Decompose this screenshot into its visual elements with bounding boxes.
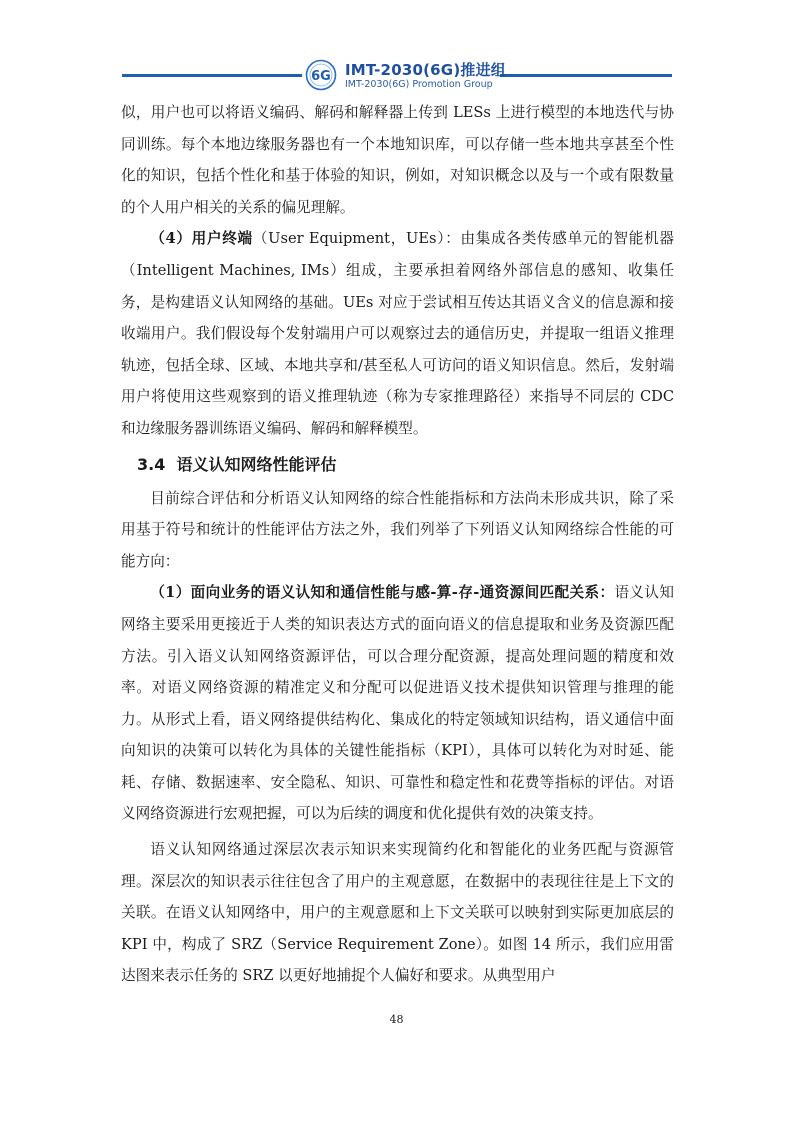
- document-body: [121, 97, 674, 992]
- page-header: [0, 0, 793, 100]
- body-paragraph: （4）用户终端（User Equipment，UEs）：由集成各类传感单元的智能机器（Intelligent Machines, IMs）组成，主要承担着网络外部信息的感知、收集任务，是构建语义认知网络的基础。UEs 对应于尝试相互传达其语义含义的信息源和接收端用户。我们假设每个发射端用户可以观察过去的通信历史，并提取一组语义推理轨迹，包括全球、区域、本地共享和/甚至私人可访问的语义知识信息。然后，发射端用户将使用这些观察到的语义推理轨迹（称为专家推理路径）来指导不同层的 CDC 和边缘服务器训练语义编码、解码和解释模型。: [121, 230, 675, 437]
- imt-2030-logo-icon: [303, 58, 343, 92]
- section-heading: [137, 449, 674, 481]
- body-paragraph: 似，用户也可以将语义编码、解码和解释器上传到 LESs 上进行模型的本地迭代与协同训练。每个本地边缘服务器也有一个本地知识库，可以存储一些本地共享甚至个性化的知识，包括个性化和基于体验的知识，例如，对知识概念以及与一个或有限数量的个人用户相关的关系的偏见理解。: [121, 104, 674, 216]
- section-number: 3.4: [137, 454, 166, 474]
- brand-block: [345, 61, 506, 91]
- header-rule-left: [122, 74, 302, 77]
- body-paragraph: （1）面向业务的语义认知和通信性能与感-算-存-通资源间匹配关系：语义认知网络主要采用更接近于人类的知识表达方式的面向语义的信息提取和业务及资源匹配方法。引入语义认知网络资源评估，可以合理分配资源，提高处理问题的精度和效率。对语义网络资源的精准定义和分配可以促进语义技术提供知识管理与推理的能力。从形式上看，语义网络提供结构化、集成化的特定领域知识结构，语义通信中面向知识的决策可以转化为具体的关键性能指标（KPI），具体可以转化为对时延、能耗、存储、数据速率、安全隐私、知识、可靠性和稳定性和花费等指标的评估。对语义网络资源进行宏观把握，可以为后续的调度和优化提供有效的决策支持。: [121, 584, 674, 823]
- page-number: 48: [389, 1013, 404, 1026]
- brand-title-en: IMT-2030(6G) Promotion Group: [345, 79, 493, 90]
- body-paragraph: 语义认知网络通过深层次表示知识来实现简约化和智能化的业务匹配与资源管理。深层次的知识表示往往包含了用户的主观意愿，在数据中的表现往往是上下文的关联。在语义认知网络中，用户的主观意愿和上下文关联可以映射到实际更加底层的 KPI 中，构成了 SRZ（Service Requirement Zone）。如图 14 所示，我们应用雷达图来表示任务的 SRZ 以更好地捕捉个人偏好和要求。从典型用户: [121, 841, 674, 985]
- paragraph-lead: （4）用户终端: [150, 230, 253, 248]
- header-rule-right: [500, 74, 672, 77]
- logo-mark-text: 6G: [311, 69, 331, 84]
- body-paragraph: 目前综合评估和分析语义认知网络的综合性能指标和方法尚未形成共识，除了采用基于符号和统计的性能评估方法之外，我们列举了下列语义认知网络综合性能的可能方向：: [121, 489, 674, 570]
- section-title: 语义认知网络性能评估: [176, 454, 337, 474]
- brand-title-cn: IMT-2030(6G)推进组: [345, 61, 506, 79]
- paragraph-lead: （1）面向业务的语义认知和通信性能与感-算-存-通资源间匹配关系：: [150, 584, 615, 602]
